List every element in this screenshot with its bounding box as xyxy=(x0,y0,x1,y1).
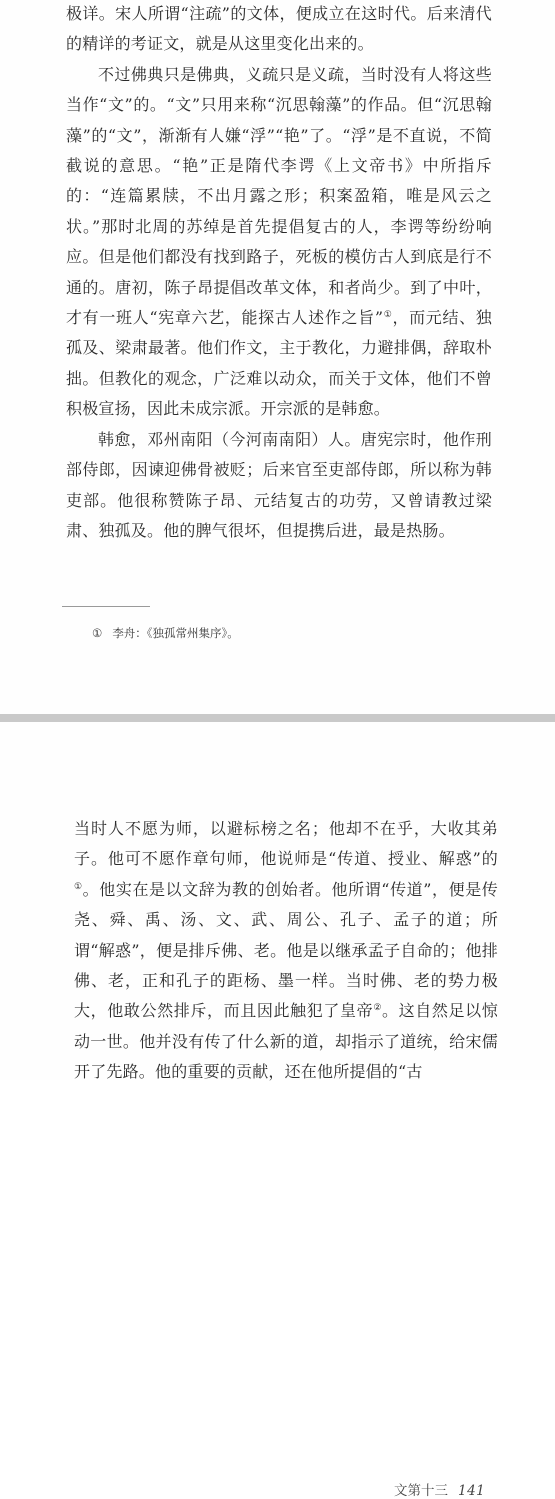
footnote xyxy=(92,624,239,642)
paragraph-text-1: 当时人不愿为师，以避标榜之名；他却不在乎，大收其弟子。他可不愿作章句师，他说师是“传道、授业、解惑”的 xyxy=(74,819,498,869)
paragraph-text-2: 。他实在是以文辞为教的创始者。他所谓“传道”，便是传尧、舜、禹、汤、文、武、周公、孔子、孟子的道；所谓“解惑”，便是排斥佛、老。他是以继承孟子自命的；他排佛、老，正和孔子的距杨、墨一样。当时佛、老的势力极大，他敢公然排斥，而且因此触犯了皇帝 xyxy=(74,879,498,1021)
page-separator xyxy=(0,714,555,722)
footnote-text: 李舟：《独孤常州集序》。 xyxy=(112,626,239,640)
paragraph-3: 韩愈，邓州南阳（今河南南阳）人。唐宪宗时，他作刑部侍郎，因谏迎佛骨被贬；后来官至吏部侍郎，所以称为韩吏部。他很称赞陈子昂、元结复古的功劳，又曾请教过梁肃、独孤及。他的脾气很坏，但提携后进，最是热肠。 xyxy=(66,429,492,540)
footnote-reference[interactable]: ① xyxy=(383,310,393,321)
footnote-reference-1[interactable]: ① xyxy=(74,881,83,892)
paragraph-continuation xyxy=(74,814,498,1088)
running-header xyxy=(394,1479,485,1499)
lower-book-page xyxy=(0,722,555,1499)
upper-page-body xyxy=(66,0,492,546)
paragraph-2-continued: ，而元结、独孤及、梁肃最著。他们作文，主于教化，力避排偶，辞取朴拙。但教化的观念，广泛难以动众，而关于文体，他们不曾积极宣扬，因此未成宗派。开宗派的是韩愈。 xyxy=(66,308,492,419)
paragraph-2 xyxy=(66,60,492,425)
lower-page-body xyxy=(74,814,498,1088)
footnote-divider xyxy=(62,606,150,607)
page-number: 141 xyxy=(458,1483,486,1499)
paragraph-text-3: 。这自然足以惊动一世。他并没有传了什么新的道，却指示了道统，给宋儒开了先路。他的重要的贡献，还在他所提倡的“古 xyxy=(74,1001,498,1082)
chapter-title: 文第十三 xyxy=(394,1483,448,1499)
paragraph-2-text: 不过佛典只是佛典，义疏只是义疏，当时没有人将这些当作“文”的。“文”只用来称“沉思翰藻”的作品。但“沉思翰藻”的“文”，渐渐有人嫌“浮”“艳”了。“浮”是不直说，不简截说的意思。“艳”正是隋代李谔《上文帝书》中所指斥的：“连篇累牍，不出月露之形；积案盈箱，唯是风云之状。”那时北周的苏绰是首先提倡复古的人，李谔等纷纷响应。但是他们都没有找到路子，死板的模仿古人到底是行不通的。唐初，陈子昂提倡改革文体，和者尚少。到了中叶，才有一班人“宪章六艺，能探古人述作之旨” xyxy=(66,64,492,328)
footnote-reference-2[interactable]: ② xyxy=(373,1003,383,1014)
upper-book-page xyxy=(0,0,555,714)
footnote-marker: ① xyxy=(92,626,103,640)
paragraph-1: 极详。宋人所谓“注疏”的文体，便成立在这时代。后来清代的精详的考证文，就是从这里变化出来的。 xyxy=(66,4,492,54)
